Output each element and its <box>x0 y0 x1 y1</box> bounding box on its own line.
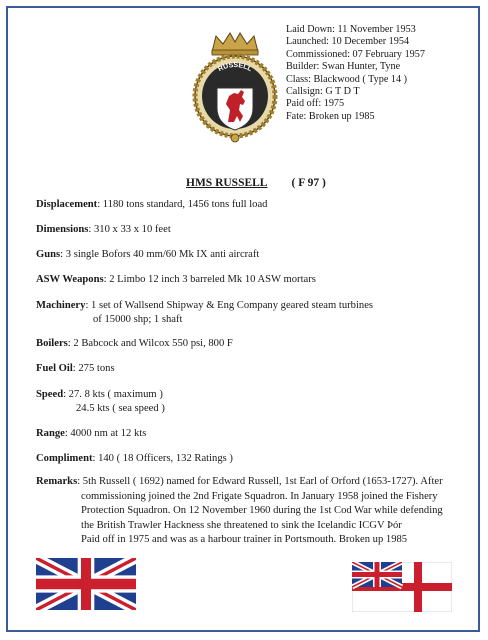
builder: Builder: Swan Hunter, Tyne <box>286 61 401 73</box>
remarks-line: the British Trawler Hackness she threatened to sink the Icelandic ICGV Þór <box>81 519 402 531</box>
spec-value: : 140 ( 18 Officers, 132 Ratings ) <box>92 453 233 464</box>
remarks-label: Remarks <box>36 476 78 487</box>
spec-value: : 275 tons <box>72 363 115 374</box>
spec-value: : 310 x 33 x 10 feet <box>88 224 171 235</box>
spec-label: Boilers <box>36 338 68 349</box>
spec-label: Machinery <box>36 300 86 311</box>
spec-value-continued: 24.5 kts ( sea speed ) <box>76 402 165 414</box>
spec-machinery <box>36 299 373 326</box>
spec-fuel-oil <box>36 362 115 376</box>
spec-value-continued: of 15000 shp; 1 shaft <box>93 313 183 325</box>
union-flag-icon <box>36 558 136 610</box>
ship-facts <box>286 24 476 123</box>
remarks-line: Protection Squadron. On 12 November 1960 during the 1st Cod War while defending <box>81 505 443 516</box>
launched: Launched: 10 December 1954 <box>286 36 410 48</box>
spec-speed <box>36 388 165 415</box>
spec-compliment <box>36 452 233 466</box>
spec-value: : 3 single Bofors 40 mm/60 Mk IX anti aircraft <box>60 249 260 260</box>
ship-name: HMS RUSSELL <box>186 177 268 189</box>
spec-label: ASW Weapons <box>36 274 104 285</box>
spec-label: Displacement <box>36 199 98 210</box>
crest-name: RUSSELL <box>217 62 253 74</box>
naval-crown-icon <box>212 33 258 55</box>
spec-label: Guns <box>36 249 61 260</box>
remarks <box>36 475 443 548</box>
ship-crest <box>190 30 280 150</box>
remarks-line: : 5th Russell ( 1692) named for Edward Russell, 1st Earl of Orford (1653-1727). After <box>77 476 443 487</box>
spec-label: Fuel Oil <box>36 363 73 374</box>
remarks-line: Paid off in 1975 and was as a harbour trainer in Portsmouth. Broken up 1985 <box>81 534 408 545</box>
spec-displacement <box>36 198 267 212</box>
spec-guns <box>36 248 259 262</box>
spec-label: Speed <box>36 389 64 400</box>
paid-off: Paid off: 1975 <box>286 98 345 110</box>
spec-label: Compliment <box>36 453 93 464</box>
spec-value: : 2 Babcock and Wilcox 550 psi, 800 F <box>67 338 233 349</box>
pennant-number: ( F 97 ) <box>291 177 326 189</box>
commissioned: Commissioned: 07 February 1957 <box>286 48 425 60</box>
spec-boilers <box>36 337 233 351</box>
spec-value: : 1 set of Wallsend Shipway & Eng Company geared steam turbines <box>85 300 374 311</box>
spec-value: : 2 Limbo 12 inch 3 barreled Mk 10 ASW mortars <box>103 274 316 285</box>
spec-asw <box>36 273 316 287</box>
class: Class: Blackwood ( Type 14 ) <box>286 73 408 85</box>
fate: Fate: Broken up 1985 <box>286 110 375 122</box>
spec-value: : 27. 8 kts ( maximum ) <box>63 389 163 400</box>
spec-value: : 1180 tons standard, 1456 tons full load <box>97 199 268 210</box>
remarks-line: commissioning joined the 2nd Frigate Squadron. In January 1958 joined the Fishery <box>81 490 438 502</box>
callsign: Callsign: G T D T <box>286 86 360 98</box>
page-title <box>186 177 326 189</box>
spec-range <box>36 427 146 441</box>
laid-down: Laid Down: 11 November 1953 <box>286 24 416 35</box>
spec-dimensions <box>36 223 171 237</box>
spec-label: Dimensions <box>36 224 89 235</box>
spec-label: Range <box>36 428 65 439</box>
white-ensign-icon <box>352 562 452 612</box>
spec-value: : 4000 nm at 12 kts <box>64 428 147 439</box>
